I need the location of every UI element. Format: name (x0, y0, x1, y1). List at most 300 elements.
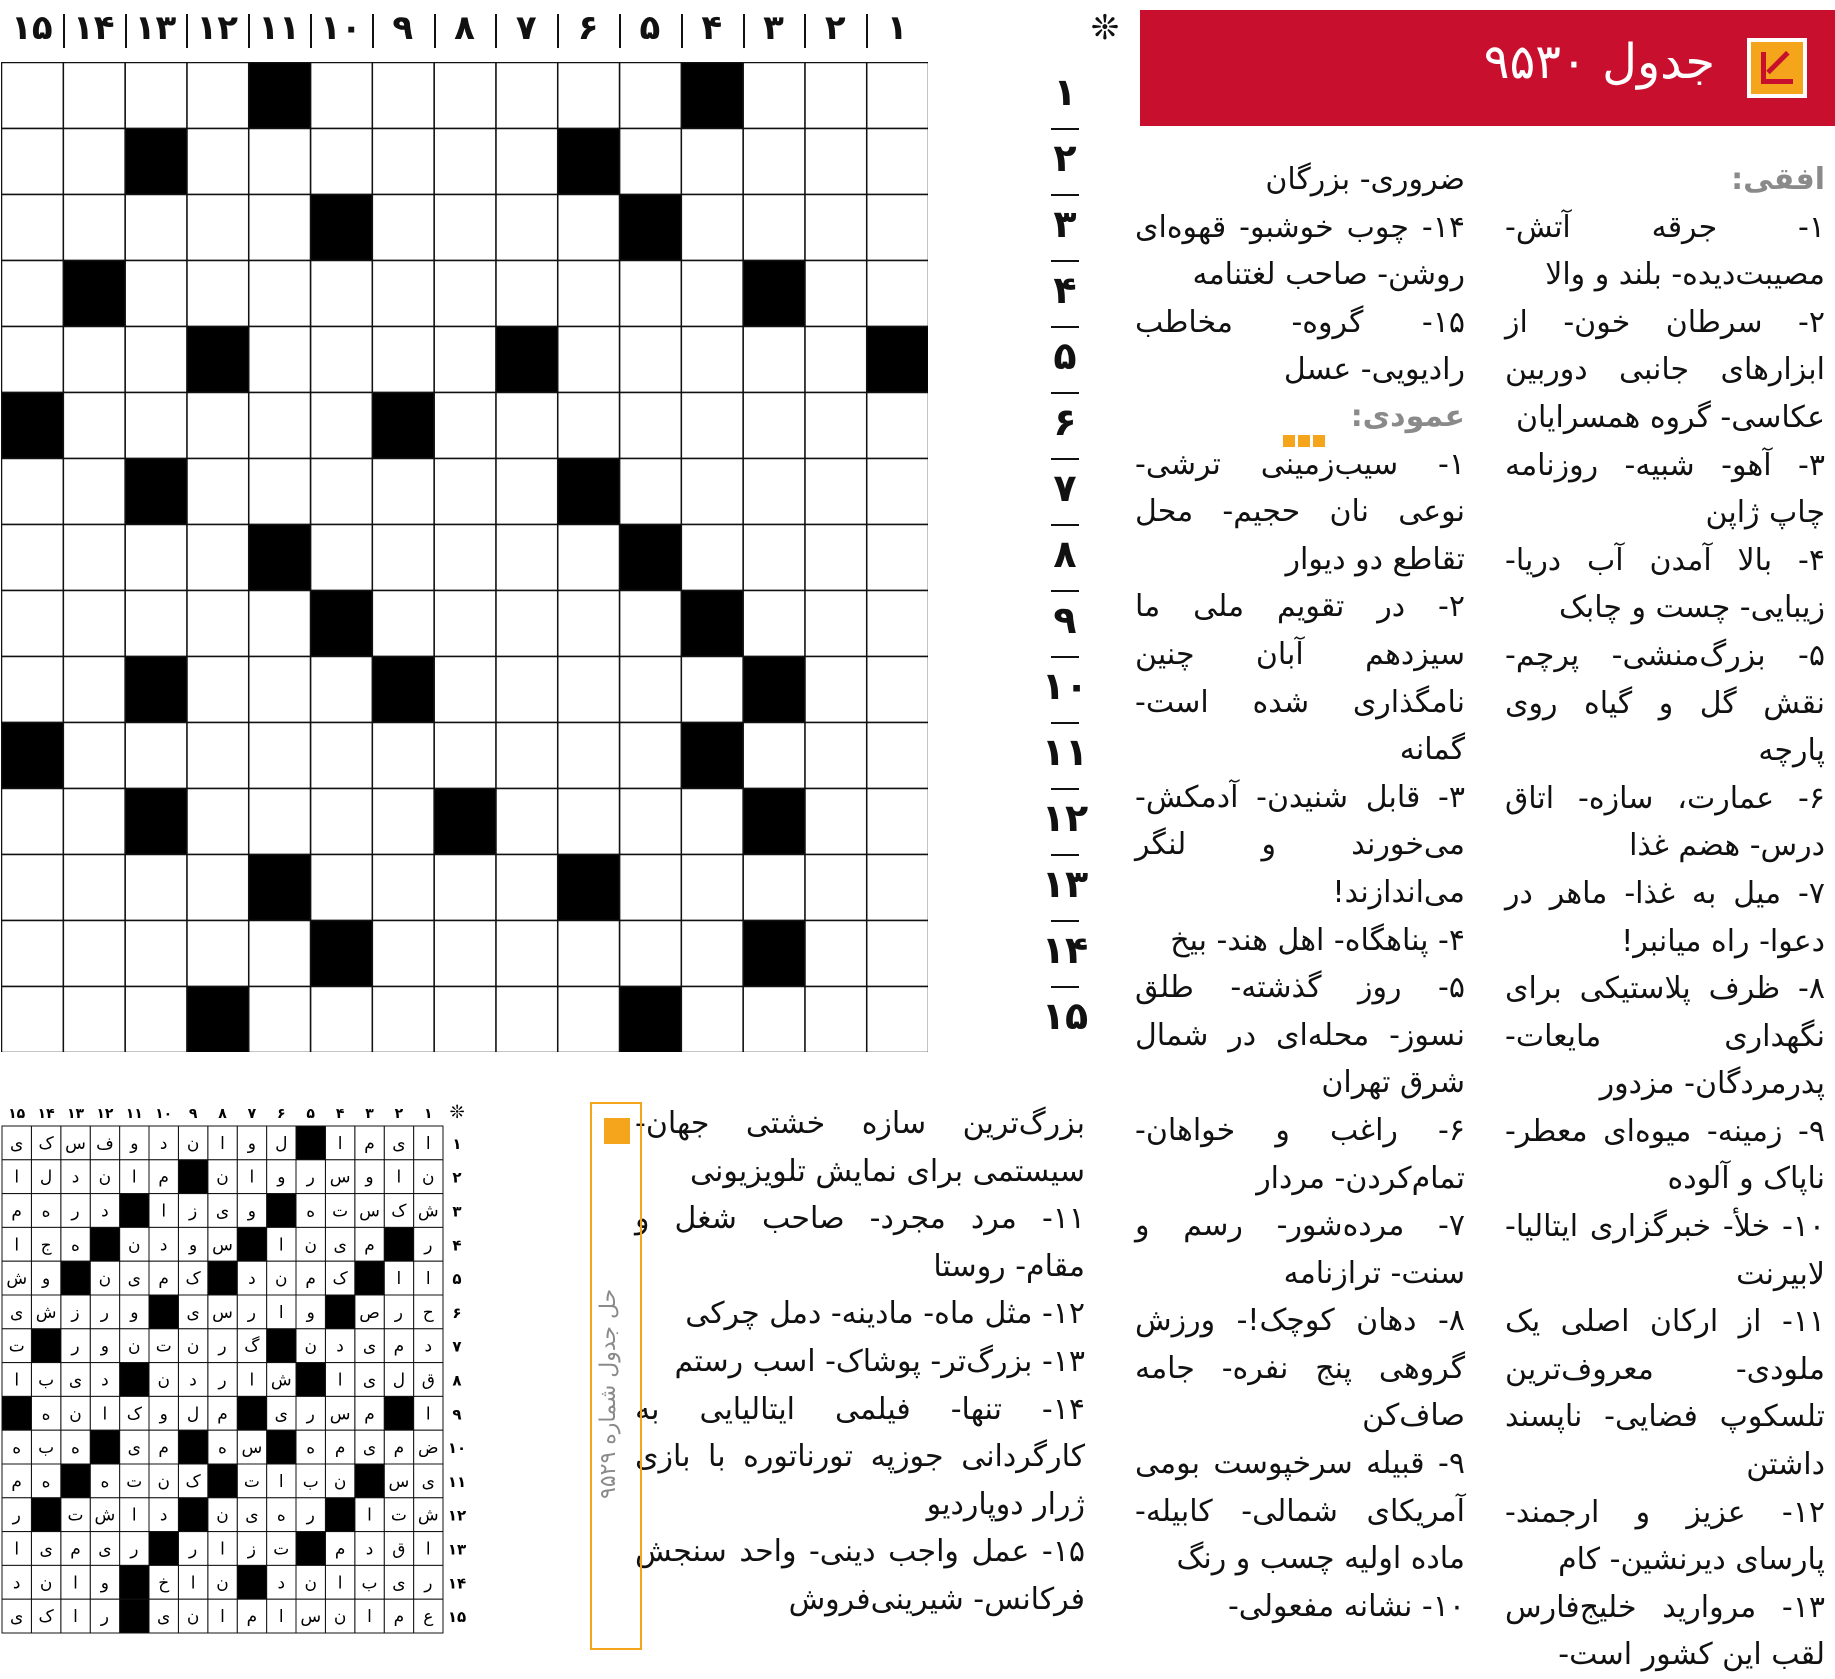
black-cell (125, 129, 187, 195)
solution-letter: س (65, 1133, 86, 1154)
across-clues-column (1505, 156, 1825, 1679)
grid-cell[interactable] (63, 987, 125, 1053)
grid-cell[interactable] (558, 789, 620, 855)
grid-cell[interactable] (187, 459, 249, 525)
clues-column-continued (1135, 156, 1465, 394)
grid-cell[interactable] (311, 327, 373, 393)
solution-letter: س (241, 1438, 263, 1459)
grid-cell[interactable] (249, 393, 311, 459)
solution-black-cell (120, 1194, 149, 1228)
grid-cell[interactable] (743, 327, 805, 393)
grid-cell[interactable] (805, 195, 867, 261)
grid-cell[interactable] (867, 393, 928, 459)
column-number: ۱۲ (196, 8, 239, 48)
solution-row-number: ۸ (452, 1371, 462, 1390)
solution-column-number: ۸ (218, 1106, 227, 1122)
grid-cell[interactable] (311, 525, 373, 591)
grid-cell[interactable] (311, 129, 373, 195)
grid-cell[interactable] (2, 459, 64, 525)
grid-cell[interactable] (2, 657, 64, 723)
grid-cell[interactable] (372, 723, 434, 789)
grid-cell[interactable] (372, 327, 434, 393)
grid-cell[interactable] (125, 393, 187, 459)
down-clue: ۱- سیب‌زمینی ترشی- نوعی نان حجیم- محل تقاطع دو دیوار (1135, 446, 1465, 577)
grid-cell[interactable] (805, 987, 867, 1053)
grid-cell[interactable] (681, 327, 743, 393)
grid-cell[interactable] (63, 525, 125, 591)
row-number: ۱۰ (1041, 664, 1089, 708)
grid-cell[interactable] (125, 525, 187, 591)
grid-cell[interactable] (743, 63, 805, 129)
grid-cell[interactable] (2, 525, 64, 591)
grid-cell[interactable] (187, 855, 249, 921)
across-clue: ضروری- بزرگان (1265, 162, 1465, 197)
grid-cell[interactable] (311, 459, 373, 525)
across-clue: ۱۱- از ارکان اصلی یک ملودی- معروف‌ترین تلسکوپ فضایی- ناپسند داشتن (1505, 1304, 1825, 1483)
grid-cell[interactable] (434, 525, 496, 591)
grid-cell[interactable] (805, 261, 867, 327)
grid-cell[interactable] (2, 261, 64, 327)
grid-cell[interactable] (558, 921, 620, 987)
grid-cell[interactable] (125, 591, 187, 657)
solution-letter: ا (396, 1269, 402, 1290)
solution-row-number: ۱۲ (447, 1506, 467, 1525)
grid-cell[interactable] (187, 195, 249, 261)
grid-cell[interactable] (867, 987, 928, 1053)
solution-letter: ا (367, 1607, 372, 1628)
black-cell (743, 789, 805, 855)
solution-letter: ی (186, 1302, 200, 1323)
solution-letter: ه (12, 1438, 22, 1459)
grid-cell[interactable] (558, 195, 620, 261)
down-clue: ۷- مرده‌شور- رسم و سنت- ترازنامه (1135, 1208, 1465, 1291)
grid-cell[interactable] (681, 921, 743, 987)
grid-cell[interactable] (743, 591, 805, 657)
grid-cell[interactable] (867, 195, 928, 261)
grid-cell[interactable] (558, 327, 620, 393)
grid-cell[interactable] (2, 855, 64, 921)
grid-cell[interactable] (867, 129, 928, 195)
grid-cell[interactable] (372, 591, 434, 657)
grid-cell[interactable] (496, 393, 558, 459)
solution-letter: و (247, 1133, 257, 1154)
grid-cell[interactable] (620, 789, 682, 855)
grid-cell[interactable] (372, 921, 434, 987)
grid-cell[interactable] (434, 393, 496, 459)
solution-letter: ر (188, 1539, 198, 1560)
solution-letter: ا (14, 1167, 20, 1188)
row-number: ۱۴ (1041, 928, 1089, 972)
grid-cell[interactable] (681, 789, 743, 855)
grid-cell[interactable] (187, 789, 249, 855)
solution-black-cell (325, 1498, 354, 1532)
solution-letter: ن (186, 1336, 200, 1357)
row-number: ۴ (1053, 268, 1077, 312)
grid-cell[interactable] (681, 195, 743, 261)
grid-cell[interactable] (372, 63, 434, 129)
grid-cell[interactable] (187, 63, 249, 129)
grid-cell[interactable] (496, 195, 558, 261)
solution-letter: م (11, 1471, 22, 1492)
down-clue: بزرگ‌ترین سازه خشتی جهان- سیستمی برای نمایش تلویزیونی (635, 1106, 1085, 1189)
grid-cell[interactable] (867, 723, 928, 789)
grid-cell[interactable] (187, 657, 249, 723)
grid-cell[interactable] (496, 261, 558, 327)
grid-cell[interactable] (805, 921, 867, 987)
grid-cell[interactable] (743, 393, 805, 459)
solution-letter: و (247, 1201, 257, 1222)
row-separator (1051, 986, 1079, 988)
solution-letter: ت (273, 1539, 290, 1560)
grid-cell[interactable] (805, 525, 867, 591)
grid-cell[interactable] (743, 129, 805, 195)
solution-letter: ا (278, 1471, 284, 1492)
grid-cell[interactable] (125, 327, 187, 393)
grid-cell[interactable] (434, 63, 496, 129)
grid-cell[interactable] (372, 789, 434, 855)
grid-cell[interactable] (249, 921, 311, 987)
solution-letter: ر (247, 1302, 257, 1323)
grid-cell[interactable] (805, 723, 867, 789)
grid-cell[interactable] (805, 657, 867, 723)
corner-star-icon: ❊ (449, 1102, 465, 1123)
grid-cell[interactable] (496, 525, 558, 591)
row-number: ۱۱ (1041, 730, 1089, 774)
across-clue: ۴- بالا آمدن آب دریا- زیبایی- چست و چابک (1505, 542, 1825, 626)
grid-cell[interactable] (434, 591, 496, 657)
solution-black-cell (355, 1464, 384, 1498)
grid-cell[interactable] (2, 591, 64, 657)
grid-cell[interactable] (2, 129, 64, 195)
grid-cell[interactable] (743, 723, 805, 789)
solution-letter: ک (126, 1404, 142, 1425)
across-clue-list (1505, 204, 1825, 1679)
grid-cell[interactable] (311, 723, 373, 789)
grid-cell[interactable] (434, 261, 496, 327)
solution-column-number: ۱۳ (66, 1106, 85, 1122)
solution-row-number: ۶ (452, 1303, 462, 1322)
solution-letter: ا (249, 1370, 255, 1391)
black-cell (743, 657, 805, 723)
grid-cell[interactable] (620, 261, 682, 327)
grid-cell[interactable] (620, 855, 682, 921)
grid-cell[interactable] (620, 921, 682, 987)
solution-row-number: ۱۳ (447, 1540, 467, 1559)
solution-letter: ی (392, 1133, 406, 1154)
grid-cell[interactable] (434, 459, 496, 525)
grid-cell[interactable] (125, 921, 187, 987)
grid-cell[interactable] (311, 789, 373, 855)
grid-cell[interactable] (187, 525, 249, 591)
grid-cell[interactable] (496, 657, 558, 723)
grid-cell[interactable] (434, 327, 496, 393)
grid-cell[interactable] (620, 459, 682, 525)
grid-cell[interactable] (63, 855, 125, 921)
grid-cell[interactable] (434, 723, 496, 789)
grid-cell[interactable] (311, 393, 373, 459)
solution-letter: ن (128, 1235, 141, 1256)
solution-letter: ش (94, 1505, 116, 1526)
grid-cell[interactable] (496, 723, 558, 789)
grid-cell[interactable] (63, 195, 125, 261)
grid-cell[interactable] (805, 855, 867, 921)
grid-cell[interactable] (249, 789, 311, 855)
grid-cell[interactable] (372, 195, 434, 261)
grid-cell[interactable] (867, 591, 928, 657)
black-cell (311, 921, 373, 987)
grid-cell[interactable] (372, 261, 434, 327)
grid-cell[interactable] (187, 921, 249, 987)
column-number: ۱۱ (258, 8, 300, 48)
solution-letter: و (100, 1573, 110, 1594)
solution-letter: د (189, 1370, 197, 1391)
grid-cell[interactable] (620, 723, 682, 789)
grid-cell[interactable] (2, 63, 64, 129)
grid-cell[interactable] (805, 393, 867, 459)
grid-cell[interactable] (558, 525, 620, 591)
across-clue: ۱۴- چوب خوشبو- قهوه‌ای روشن- صاحب لغتنامه (1135, 209, 1465, 293)
grid-cell[interactable] (743, 525, 805, 591)
grid-cell[interactable] (867, 261, 928, 327)
grid-cell[interactable] (558, 261, 620, 327)
grid-cell[interactable] (63, 459, 125, 525)
column-number: ۱ (886, 8, 908, 48)
black-cell (681, 63, 743, 129)
solution-letter: و (188, 1235, 198, 1256)
grid-cell[interactable] (249, 129, 311, 195)
solution-letter: و (130, 1302, 139, 1323)
down-clue: ۱۱- مرد مجرد- صاحب شغل و مقام- روستا (635, 1201, 1085, 1284)
grid-cell[interactable] (63, 393, 125, 459)
grid-cell[interactable] (63, 591, 125, 657)
solution-letter: ی (274, 1404, 288, 1425)
solution-letter: ا (396, 1167, 402, 1188)
solution-letter: ه (100, 1471, 110, 1492)
solution-black-cell (90, 1227, 119, 1261)
grid-cell[interactable] (867, 855, 928, 921)
grid-cell[interactable] (187, 591, 249, 657)
grid-cell[interactable] (249, 195, 311, 261)
grid-cell[interactable] (125, 195, 187, 261)
grid-cell[interactable] (434, 921, 496, 987)
black-cell (372, 393, 434, 459)
black-cell (620, 525, 682, 591)
grid-cell[interactable] (558, 987, 620, 1053)
grid-cell[interactable] (187, 723, 249, 789)
grid-cell[interactable] (2, 195, 64, 261)
down-clue: ۶- راغب و خواهان- تمام‌کردن- مردار (1135, 1112, 1465, 1196)
grid-cell[interactable] (805, 63, 867, 129)
grid-cell[interactable] (249, 723, 311, 789)
grid-cell[interactable] (187, 261, 249, 327)
grid-cell[interactable] (620, 393, 682, 459)
solution-letter: ن (216, 1573, 229, 1594)
solution-letter: ب (361, 1573, 378, 1594)
row-separator (1051, 260, 1079, 262)
solution-column-number: ۱۲ (96, 1106, 114, 1122)
grid-cell[interactable] (496, 129, 558, 195)
grid-cell[interactable] (249, 657, 311, 723)
solution-letter: م (70, 1539, 81, 1560)
grid-cell[interactable] (311, 657, 373, 723)
grid-cell[interactable] (187, 393, 249, 459)
grid-cell[interactable] (496, 789, 558, 855)
grid-cell[interactable] (434, 195, 496, 261)
across-clue: ۱۳- مروارید خلیج‌فارس لقب این کشور است- (1505, 1589, 1825, 1673)
solution-letter: ض (418, 1438, 439, 1459)
grid-cell[interactable] (434, 987, 496, 1053)
grid-cell[interactable] (372, 987, 434, 1053)
grid-cell[interactable] (867, 63, 928, 129)
solution-black-cell (2, 1396, 31, 1430)
solution-letter: ا (131, 1167, 137, 1188)
grid-cell[interactable] (620, 591, 682, 657)
grid-cell[interactable] (372, 525, 434, 591)
grid-cell[interactable] (125, 63, 187, 129)
solution-letter: ک (38, 1607, 54, 1628)
grid-cell[interactable] (63, 921, 125, 987)
solution-letter: د (424, 1336, 433, 1357)
grid-cell[interactable] (125, 855, 187, 921)
solution-letter: ل (39, 1167, 53, 1188)
solution-letter: ا (367, 1505, 372, 1526)
grid-cell[interactable] (620, 327, 682, 393)
solution-black-cell (296, 1532, 325, 1566)
grid-cell[interactable] (805, 129, 867, 195)
grid-cell[interactable] (496, 63, 558, 129)
grid-cell[interactable] (311, 63, 373, 129)
grid-cell[interactable] (867, 657, 928, 723)
grid-cell[interactable] (249, 591, 311, 657)
grid-cell[interactable] (805, 459, 867, 525)
solution-letter: م (246, 1607, 258, 1628)
black-cell (743, 261, 805, 327)
column-number: ۹ (392, 8, 414, 48)
grid-cell[interactable] (805, 591, 867, 657)
grid-cell[interactable] (249, 261, 311, 327)
grid-cell[interactable] (63, 327, 125, 393)
grid-cell[interactable] (249, 987, 311, 1053)
grid-cell[interactable] (558, 723, 620, 789)
solution-letter: ک (38, 1133, 54, 1154)
grid-cell[interactable] (743, 195, 805, 261)
solution-letter: ل (186, 1404, 200, 1425)
grid-cell[interactable] (311, 855, 373, 921)
grid-cell[interactable] (63, 723, 125, 789)
grid-cell[interactable] (125, 261, 187, 327)
grid-cell[interactable] (311, 261, 373, 327)
grid-cell[interactable] (620, 657, 682, 723)
solution-letter: ی (127, 1269, 141, 1290)
grid-cell[interactable] (867, 921, 928, 987)
grid-cell[interactable] (434, 129, 496, 195)
grid-cell[interactable] (681, 459, 743, 525)
grid-cell[interactable] (311, 987, 373, 1053)
solution-letter: ا (161, 1201, 167, 1222)
row-number: ۱۳ (1041, 862, 1089, 906)
grid-cell[interactable] (558, 657, 620, 723)
grid-cell[interactable] (496, 987, 558, 1053)
grid-cell[interactable] (496, 459, 558, 525)
grid-cell[interactable] (681, 129, 743, 195)
black-cell (125, 459, 187, 525)
grid-cell[interactable] (743, 987, 805, 1053)
grid-cell[interactable] (372, 855, 434, 921)
solution-letter: ع (423, 1607, 434, 1628)
solution-black-cell (149, 1532, 178, 1566)
grid-cell[interactable] (743, 459, 805, 525)
solution-black-cell (384, 1396, 413, 1430)
grid-cell[interactable] (249, 327, 311, 393)
grid-cell[interactable] (63, 63, 125, 129)
grid-cell[interactable] (434, 855, 496, 921)
grid-cell[interactable] (249, 459, 311, 525)
grid-cell[interactable] (372, 459, 434, 525)
black-cell (2, 393, 64, 459)
column-number: ۱۳ (134, 8, 177, 48)
grid-cell[interactable] (187, 129, 249, 195)
grid-cell[interactable] (125, 723, 187, 789)
grid-cell[interactable] (620, 129, 682, 195)
solution-letter: م (364, 1235, 375, 1256)
grid-cell[interactable] (372, 129, 434, 195)
solution-letter: ه (218, 1438, 227, 1459)
grid-cell[interactable] (2, 789, 64, 855)
grid-cell[interactable] (558, 591, 620, 657)
grid-cell[interactable] (2, 987, 64, 1053)
column-number: ۷ (515, 8, 537, 48)
solution-column-number: ۶ (277, 1106, 286, 1122)
grid-cell[interactable] (63, 129, 125, 195)
grid-cell[interactable] (681, 525, 743, 591)
grid-cell[interactable] (496, 921, 558, 987)
solution-column-number: ۱۱ (125, 1106, 143, 1122)
grid-cell[interactable] (867, 459, 928, 525)
grid-cell[interactable] (496, 855, 558, 921)
grid-cell[interactable] (558, 393, 620, 459)
grid-cell[interactable] (681, 657, 743, 723)
grid-cell[interactable] (681, 987, 743, 1053)
grid-cell[interactable] (867, 525, 928, 591)
grid-cell[interactable] (743, 855, 805, 921)
grid-cell[interactable] (63, 789, 125, 855)
grid-cell[interactable] (2, 327, 64, 393)
arrow-box-icon (604, 1118, 630, 1144)
solution-row-number: ۱۴ (447, 1574, 467, 1593)
solution-letter: ن (39, 1573, 53, 1594)
solution-letter: س (300, 1607, 322, 1628)
grid-cell[interactable] (681, 393, 743, 459)
row-separator (1051, 392, 1079, 394)
solution-letter: ن (304, 1336, 317, 1357)
grid-cell[interactable] (681, 261, 743, 327)
solution-column-number: ۳ (365, 1106, 374, 1122)
grid-cell[interactable] (63, 657, 125, 723)
grid-cell[interactable] (558, 63, 620, 129)
grid-cell[interactable] (867, 789, 928, 855)
grid-cell[interactable] (2, 921, 64, 987)
grid-cell[interactable] (805, 327, 867, 393)
grid-cell[interactable] (496, 591, 558, 657)
grid-cell[interactable] (434, 657, 496, 723)
grid-cell[interactable] (620, 63, 682, 129)
grid-cell[interactable] (805, 789, 867, 855)
grid-cell[interactable] (681, 855, 743, 921)
solution-row-number: ۱۵ (447, 1608, 467, 1627)
black-cell (249, 525, 311, 591)
solution-letter: ی (10, 1133, 24, 1154)
grid-cell[interactable] (125, 987, 187, 1053)
